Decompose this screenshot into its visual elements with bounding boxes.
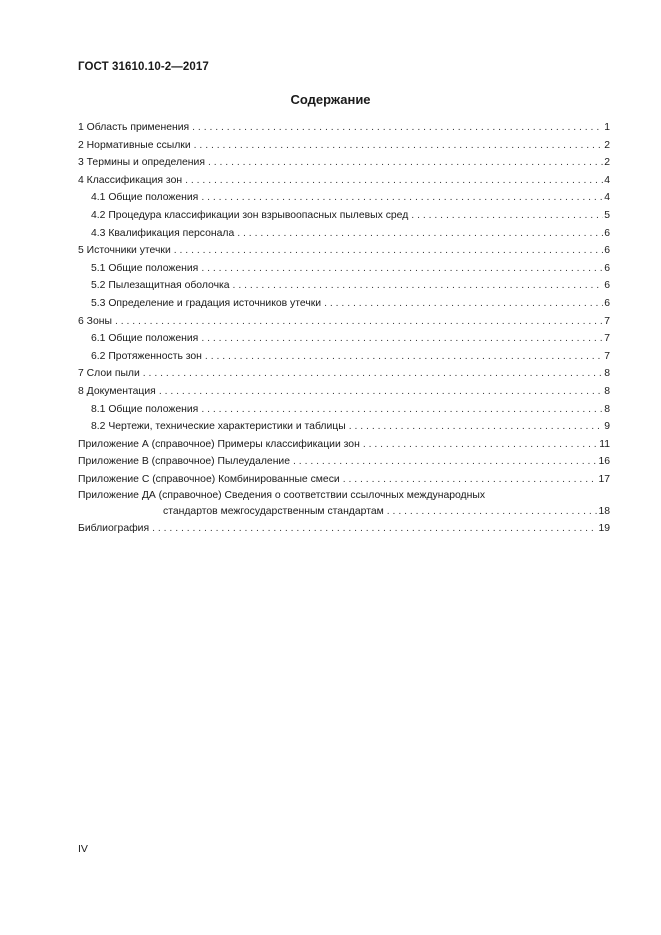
- toc-entry-page: 2: [604, 157, 610, 169]
- toc-entry[interactable]: [78, 453, 610, 471]
- toc-entry[interactable]: [78, 418, 610, 436]
- toc-leader: [349, 418, 604, 436]
- toc-entry-title-continuation: стандартов межгосударственным стандартам: [163, 506, 384, 518]
- toc-leader: [185, 172, 603, 190]
- toc-leader: [192, 119, 603, 137]
- toc-entry-page: 6: [604, 245, 610, 257]
- toc-leader: [152, 520, 597, 538]
- toc-leader: [194, 137, 604, 155]
- toc-entry[interactable]: [78, 471, 610, 489]
- toc-entry-page: 19: [598, 523, 610, 535]
- toc-entry-title: 1 Область применения: [78, 122, 190, 133]
- toc-entry-title: 8 Документация: [78, 385, 156, 397]
- toc-entry-title: 5.3 Определение и градация источников утечки: [91, 297, 322, 309]
- toc-entry-title: Приложение А (справочное) Примеры классификации зон: [78, 438, 360, 450]
- toc-entry[interactable]: [78, 313, 610, 331]
- document-code: ГОСТ 31610.10-2—2017: [78, 61, 209, 73]
- toc-title: Содержание: [290, 92, 371, 107]
- toc-entry[interactable]: [78, 436, 610, 454]
- toc-leader: [201, 330, 603, 348]
- toc-entry[interactable]: [78, 488, 610, 504]
- toc-entry-page: 7: [604, 315, 610, 327]
- toc-entry-page: 17: [598, 473, 610, 485]
- toc-entry-page: 8: [604, 385, 610, 397]
- toc-entry[interactable]: [78, 154, 610, 172]
- toc-leader: [174, 242, 603, 260]
- toc-entry-title: 5 Источники утечки: [78, 245, 171, 257]
- toc-entry[interactable]: [78, 520, 610, 538]
- toc-entry[interactable]: [78, 207, 610, 225]
- toc-entry-title: 5.2 Пылезащитная оболочка: [91, 280, 230, 292]
- toc-entry[interactable]: [78, 383, 610, 401]
- toc-leader: [233, 277, 604, 295]
- toc-entry-page: 8: [604, 368, 610, 380]
- toc-entry-title: 6.1 Общие положения: [91, 333, 199, 345]
- toc-entry[interactable]: [78, 242, 610, 260]
- toc-entry-page: 5: [604, 209, 610, 221]
- toc-leader: [293, 453, 597, 471]
- toc-entry[interactable]: [78, 330, 610, 348]
- toc-entry-title: 8.1 Общие положения: [91, 403, 199, 415]
- toc-leader: [363, 436, 598, 454]
- toc-leader: [143, 365, 603, 383]
- toc-leader: [115, 313, 603, 331]
- toc-entry-title: Библиография: [78, 523, 150, 535]
- toc-entry[interactable]: [78, 260, 610, 278]
- toc-leader: [411, 207, 603, 225]
- toc-entry-title: 2 Нормативные ссылки: [78, 139, 191, 151]
- toc-leader: [237, 225, 603, 243]
- toc-leader: [324, 295, 603, 313]
- toc-entry[interactable]: [78, 348, 610, 366]
- toc-entry-page: 2: [604, 139, 610, 151]
- toc-entry-title: 4.3 Квалификация персонала: [91, 227, 235, 239]
- toc-entry-page: 18: [598, 506, 610, 518]
- toc-entry-page: 9: [604, 421, 610, 433]
- toc-leader: [387, 504, 598, 520]
- toc-leader: [201, 260, 603, 278]
- toc-entry-page: 7: [604, 350, 610, 362]
- toc-entry[interactable]: [78, 172, 610, 190]
- toc-entry-title: 8.2 Чертежи, технические характеристики и таблицы: [91, 421, 346, 433]
- page-number: IV: [78, 843, 88, 855]
- toc-leader: [343, 471, 598, 489]
- toc-entry[interactable]: [78, 225, 610, 243]
- toc-entry-page: 4: [604, 192, 610, 204]
- toc-leader: [201, 401, 603, 419]
- toc-entry-title: 4 Классификация зон: [78, 174, 183, 186]
- table-of-contents: [78, 119, 610, 538]
- toc-entry-title: 5.1 Общие положения: [91, 262, 199, 274]
- toc-entry-page: 6: [604, 297, 610, 309]
- toc-leader: [201, 189, 603, 207]
- toc-leader: [205, 348, 603, 366]
- toc-entry-page: 8: [604, 403, 610, 415]
- toc-entry-page: 7: [604, 333, 610, 345]
- toc-entry[interactable]: [78, 365, 610, 383]
- toc-entry-continuation[interactable]: [78, 504, 610, 520]
- toc-entry-page: 4: [604, 174, 610, 186]
- toc-entry-page: 1: [604, 122, 610, 133]
- toc-entry[interactable]: [78, 401, 610, 419]
- toc-entry-title: 6.2 Протяженность зон: [91, 350, 202, 362]
- toc-leader: [159, 383, 603, 401]
- toc-entry-title: 7 Слои пыли: [78, 368, 140, 380]
- toc-entry-title: 4.1 Общие положения: [91, 192, 199, 204]
- toc-entry[interactable]: [78, 119, 610, 137]
- toc-entry-page: 11: [599, 438, 610, 450]
- toc-entry-title: Приложение ДА (справочное) Сведения о соответствии ссылочных международных: [78, 490, 486, 502]
- toc-entry[interactable]: [78, 277, 610, 295]
- toc-entry-page: 6: [604, 262, 610, 274]
- toc-entry[interactable]: [78, 295, 610, 313]
- toc-entry-page: 16: [598, 456, 610, 468]
- toc-entry-title: Приложение С (справочное) Комбинированные смеси: [78, 473, 340, 485]
- toc-entry-page: 6: [604, 280, 610, 292]
- toc-leader: [208, 154, 603, 172]
- toc-entry-title: 4.2 Процедура классификации зон взрывоопасных пылевых сред: [91, 209, 409, 221]
- toc-entry-page: 6: [604, 227, 610, 239]
- toc-entry-title: 3 Термины и определения: [78, 157, 205, 169]
- toc-entry-title: Приложение В (справочное) Пылеудаление: [78, 456, 291, 468]
- toc-entry[interactable]: [78, 137, 610, 155]
- toc-entry-title: 6 Зоны: [78, 315, 112, 327]
- toc-entry[interactable]: [78, 189, 610, 207]
